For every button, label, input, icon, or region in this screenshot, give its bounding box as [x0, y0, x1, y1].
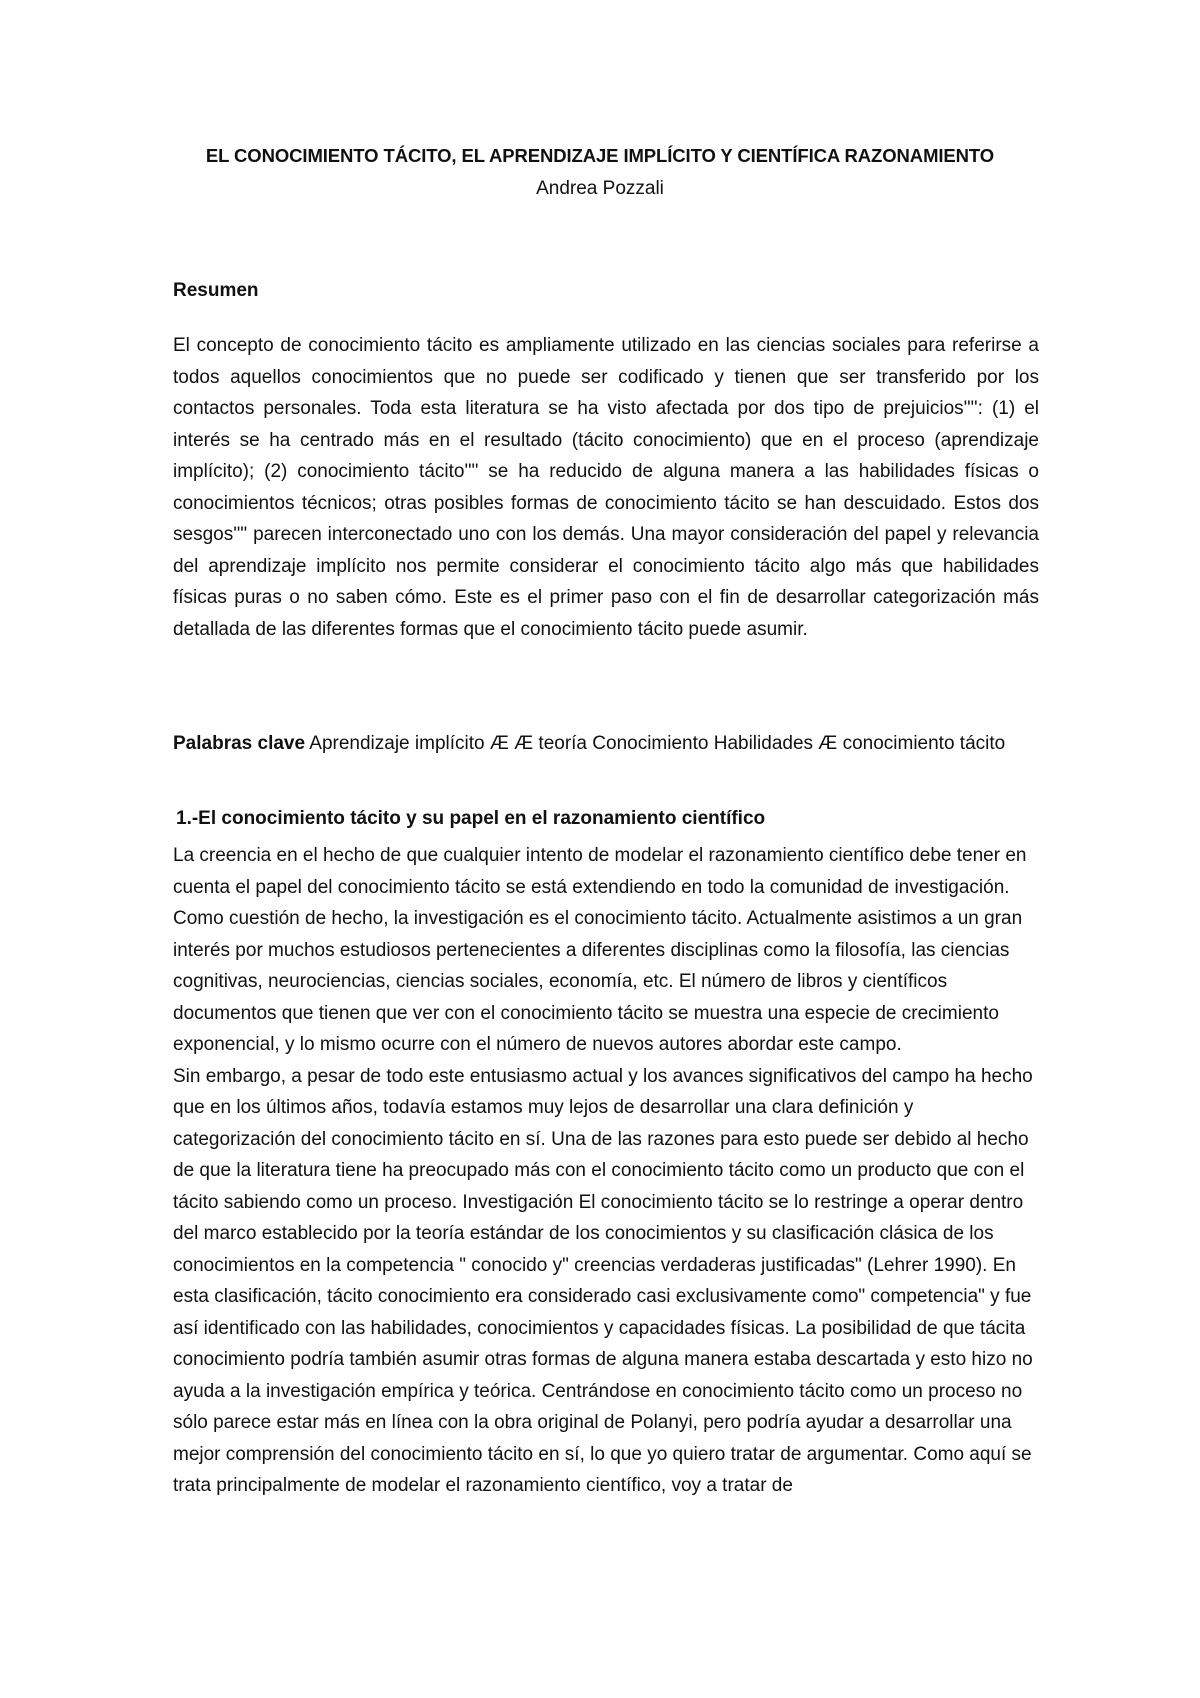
abstract-paragraph: El concepto de conocimiento tácito es ampliamente utilizado en las ciencias sociales para referirse a todos aquellos conocimientos que no puede ser codificado y tienen que ser transferido por los contactos personales. Toda esta literatura se ha visto afectada por dos tipo de prejuicios'"': (1) el interés se ha centrado más en el resultado (tácito conocimiento) que en el proceso (aprendizaje implícito); (2) conocimiento tácito'"' se ha reducido de alguna manera a las habilidades físicas o conocimientos técnicos; otras posibles formas de conocimiento tácito se han descuidado. Estos dos sesgos'"' parecen interconectado uno con los demás. Una mayor consideración del papel y relevancia del aprendizaje implícito nos permite considerar el conocimiento tácito algo más que habilidades físicas puras o no saben cómo. Este es el primer paso con el fin de desarrollar categorización más detallada de las diferentes formas que el conocimiento tácito puede asumir.	[173, 335, 1039, 640]
abstract-heading: Resumen	[173, 280, 259, 301]
keywords	[173, 728, 1039, 760]
keywords-label: Palabras clave	[173, 733, 306, 754]
section-heading: 1.-El conocimiento tácito y su papel en el razonamiento científico	[176, 808, 766, 829]
keywords-text: Aprendizaje implícito Æ Æ teoría Conocimiento Habilidades Æ conocimiento tácito	[305, 733, 1006, 754]
body-paragraph-1: La creencia en el hecho de que cualquier intento de modelar el razonamiento científico debe tener en cuenta el papel del conocimiento tácito se está extendiendo en todo la comunidad de investigación. Como cuestión de hecho, la investigación es el conocimiento tácito. Actualmente asistimos a un gran interés por muchos estudiosos pertenecientes a diferentes disciplinas como la filosofía, las ciencias cognitivas, neurociencias, ciencias sociales, economía, etc. El número de libros y científicos documentos que tienen que ver con el conocimiento tácito se muestra una especie de crecimiento exponencial, y lo mismo ocurre con el número de nuevos autores abordar este campo.	[173, 845, 1027, 1055]
section-body	[173, 840, 1039, 1502]
abstract-body	[173, 330, 1039, 645]
document-title: EL CONOCIMIENTO TÁCITO, EL APRENDIZAJE IMPLÍCITO Y CIENTÍFICA RAZONAMIENTO	[205, 145, 995, 166]
document-author: Andrea Pozzali	[536, 178, 664, 199]
body-paragraph-2: Sin embargo, a pesar de todo este entusiasmo actual y los avances significativos del campo ha hecho que en los últimos años, todavía estamos muy lejos de desarrollar una clara definición y categorización del conocimiento tácito en sí. Una de las razones para esto puede ser debido al hecho de que la literatura tiene ha preocupado más con el conocimiento tácito como un producto que con el tácito sabiendo como un proceso. Investigación El conocimiento tácito se lo restringe a operar dentro del marco establecido por la teoría estándar de los conocimientos y su clasificación clásica de los conocimientos en la competencia " conocido y" creencias verdaderas justificadas" (Lehrer 1990). En esta clasificación, tácito conocimiento era considerado casi exclusivamente como" competencia" y fue así identificado con las habilidades, conocimientos y capacidades físicas. La posibilidad de que tácita conocimiento podría también asumir otras formas de alguna manera estaba descartada y esto hizo no ayuda a la investigación empírica y teórica. Centrándose en conocimiento tácito como un proceso no sólo parece estar más en línea con la obra original de Polanyi, pero podría ayudar a desarrollar una mejor comprensión del conocimiento tácito en sí, lo que yo quiero tratar de argumentar. Como aquí se trata principalmente de modelar el razonamiento científico, voy a tratar de	[173, 1065, 1033, 1496]
